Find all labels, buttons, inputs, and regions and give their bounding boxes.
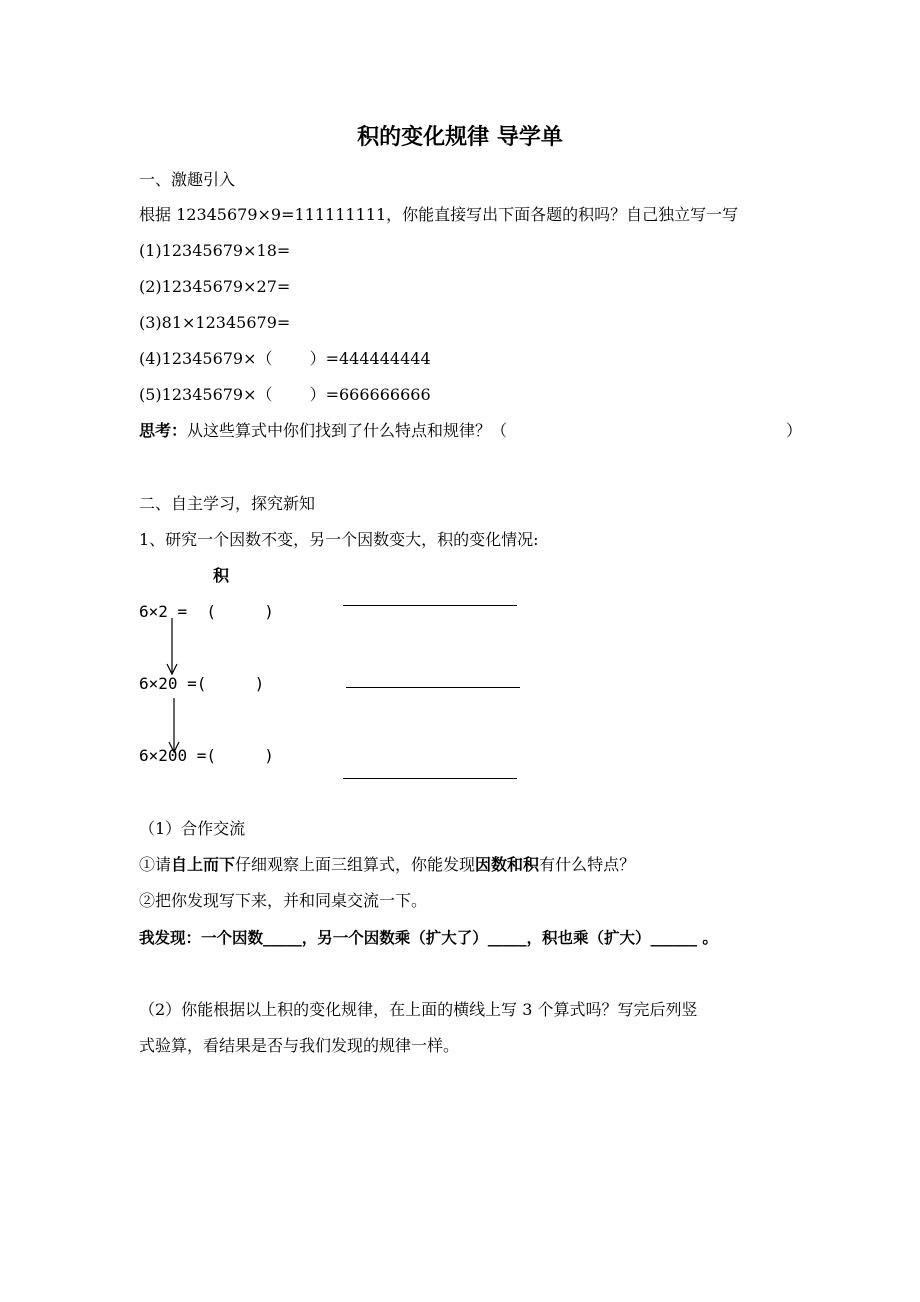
part2-line-1: （2）你能根据以上积的变化规律，在上面的横线上写 3 个算式吗？写完后列竖 (139, 1000, 698, 1019)
exercise-item-5: (5)12345679×（ ）=666666666 (139, 385, 431, 404)
think-text: 从这些算式中你们找到了什么特点和规律？（ (187, 421, 508, 440)
exercise-item-3: (3)81×12345679= (139, 313, 291, 332)
q1-bold-top-down: 自上而下 (171, 855, 236, 874)
exercise-item-2: (2)12345679×27= (139, 277, 291, 296)
q1-suffix: 有什么特点？ (539, 855, 636, 874)
down-arrow-1 (164, 618, 180, 676)
equation-3: 6×200 =( ) (139, 746, 274, 765)
part1-heading: （1）合作交流 (139, 819, 246, 838)
part2-line-2: 式验算，看结果是否与我们发现的规律一样。 (139, 1036, 460, 1055)
think-question (139, 421, 507, 441)
page-title: 积的变化规律 导学单 (357, 125, 563, 150)
section2-heading: 二、自主学习，探究新知 (139, 494, 316, 513)
section1-intro: 根据 12345679×9=111111111，你能直接写出下面各题的积吗？自己独立写一写 (139, 205, 739, 224)
product-label: 积 (213, 566, 230, 585)
equation-1: 6×2 = ( ) (139, 602, 274, 621)
finding-sentence: 我发现：一个因数_____，另一个因数乘（扩大了）_____，积也乘（扩大）______ 。 (139, 929, 718, 947)
q1-middle: 仔细观察上面三组算式，你能发现 (235, 855, 476, 874)
equation-2: 6×20 =( ) (139, 674, 265, 693)
answer-line-3 (343, 778, 517, 779)
section2-sub1: 1、研究一个因数不变，另一个因数变大，积的变化情况: (139, 530, 539, 549)
question-2: ②把你发现写下来，并和同桌交流一下。 (139, 891, 428, 910)
answer-line-2 (346, 687, 520, 688)
think-close-paren: ） (786, 421, 803, 440)
exercise-item-4: (4)12345679×（ ）=444444444 (139, 349, 431, 368)
q1-prefix: ①请 (139, 855, 172, 874)
think-label: 思考： (139, 421, 188, 440)
exercise-item-1: (1)12345679×18= (139, 241, 291, 260)
q1-bold-factor-product: 因数和积 (475, 855, 540, 874)
question-1 (139, 855, 635, 875)
section1-heading: 一、激趣引入 (139, 170, 236, 189)
answer-line-1 (343, 605, 517, 606)
